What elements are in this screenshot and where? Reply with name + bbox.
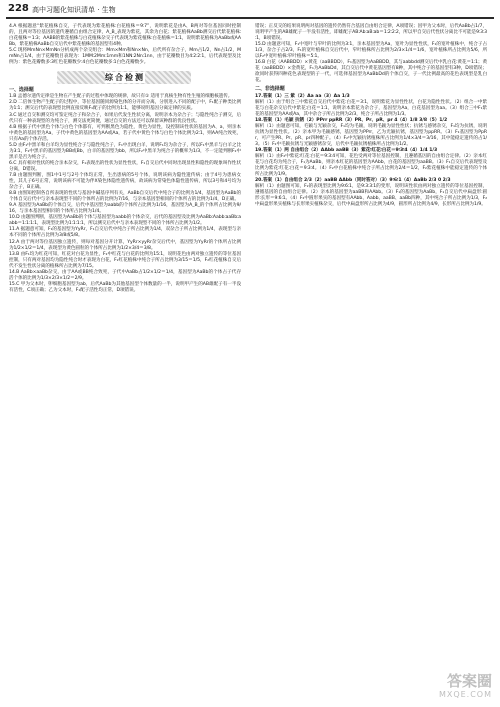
paragraph: 解析（1）由于组合三中紫花自交后代中紫花∶白花＝3∶1，说明紫花为显性性状，白花为隐性性状。（2）组合一中紫花与白花杂交后代中紫花∶白花＝1∶1，说明亲本紫花为杂合子，基因型为Aa，白花基因型为aa。（3）组合三中F₁紫花的基因型为AA或Aa，其中杂合子所占比例为2/3，纯合子所占比例为1/3。: [255, 99, 487, 117]
answer-line: 18.答案（1）毛颖 抗锈（2）PPrr ppRR（3）PR、Pr、pR、pr 4（4）1/8 3/8（5）1/2: [255, 117, 448, 123]
section-heading: 一、选择题: [9, 87, 34, 94]
watermark-url: MXQE.COM: [438, 690, 492, 699]
paragraph: 12.A 由于两对等位基因独立遗传，则每对基因分开计算，YyRr×yyRr杂交后代中，基因型为YyRr的个体所占比例为1/2×1/2＝1/4，表现型为黄色圆粒的个体所占比例为1/2×3/4＝3/8。: [9, 239, 241, 251]
answer-line: 20.答案（1）自由组合 2/3（2）aaBB AAbb（同时答对）（3）9∶6∶1（4）AaBb 2/3 0 2/3: [255, 178, 451, 184]
paragraph: 解析（1）由F₂中紫花∶红花∶白花＝9∶3∶4可知，花色受两对等位基因控制，且遵循基因的自由组合定律。（2）亲本红花与白花均为纯合子，F₁为AaBb，则亲本红花的基因型为AAbb，白花的基因型为aaBB。（3）F₁自交后代表现型及比例为紫花∶红花∶白花＝9∶3∶4。（4）F₂中白花植株中纯合子所占比例为2/4＝1/2，F₂紫花植株中能稳定遗传的个体所占比例为1/9。: [255, 153, 487, 178]
watermark-logo: 答案圈: [446, 672, 492, 690]
paragraph: 1.B 孟德尔遗传定律是生物在产生配子的过程中体现的规律，故只有① 适用于真核生物有性生殖的细胞核遗传。: [9, 94, 233, 100]
section-heading-2: 二、非选择题: [255, 86, 285, 93]
paragraph: 2.D 二倍体生物产生配子的过程中，等位基因随同源染色体的分开而分离，分别进入不同的配子中，F₁配子种类比例为1∶1；测交后代的表现型比例直接反映F₁配子的比例为1∶1，能够说明基因分离定律的实质。: [9, 100, 241, 112]
paragraph: 解析（1）由题图可知，F₂的表现型比例为9∶6∶1，是9∶3∶3∶1的变形，说明该性状由两对独立遗传的等位基因控制，遵循基因的自由组合定律。（2）亲本的基因型为aaBB和AAbb。（3）F₁的基因型为AaBb，F₁自交后代中扁盘形∶圆形∶长形＝9∶6∶1。（4）F₂中圆形果实的基因型有AAbb、Aabb、aaBB、aaBb四种，其中纯合子所占比例为1/3，F₂中扁盘形果实植株与长形果实植株杂交，后代中扁盘形所占比例为4/9，圆形所占比例为4/9，长形所占比例为1/9。: [255, 184, 487, 208]
left-column: [9, 24, 241, 294]
right-column: [255, 24, 487, 208]
paragraph: 13.B 由F₁均为红花可知，红花对白花为显性，F₂中红花与白花的比例为15∶1，说明花色由两对独立遗传的等位基因控制，只有两对基因均为隐性纯合时才表现为白花，F₂红花植株中纯合子所占比例为3/15＝1/5，F₂红花植株自交后代不发生性状分离的植株所占比例为7/15。: [9, 251, 241, 269]
paragraph: 6.C 具有相对性状的纯合亲本杂交，F₁表现出的性状为显性性状，F₁自交后代中同时出现显性和隐性的现象叫作性状分离，D错误。: [9, 160, 241, 172]
section-banner: [9, 71, 241, 84]
site-watermark: [374, 668, 494, 704]
paragraph: 15.D 由题意可知，F₁中宽叶与窄叶的比例为3∶1，亲本基因型为Aa，宽叶为显性性状，F₁的宽叶植株中，纯合子占1/3，杂合子占2/3，F₁的宽叶植株自交后代中，窄叶植株所占比例为2/3×1/4＝1/6，宽叶植株所占比例为5/6，所以F₂中宽叶植株∶窄叶植株＝5∶1。: [255, 42, 487, 60]
answer-line: 17.答案（1）三 紫（2）Aa aa（3）Aa 1/3: [255, 93, 350, 99]
paragraph: 14.B AaBb×aaBb杂交，由于AA或BB纯合致死，子代中AaBb占1/2×1/2＝1/4，基因型为AaBb的个体占子代存活个体的比例为1/3×2/3×1/2＝2/9。: [9, 269, 241, 281]
paragraph: 8.B 由图知控制各自所表现的性状与基因中碱基序列有关，AaBb自交后代中纯合子的比例为1/4，基因型为AaBb的个体自交后代中与亲本表现型不同的个体所占的比例为7/16，与亲本基因型相同的个体所占的比例为1/4，D正确。: [9, 191, 241, 203]
header-rule: [6, 17, 494, 19]
paragraph: 7.B 由题图判断，图1中1号与2号个体均正常，生出患病的5号个体，说明该病为隐性遗传病；由于4号为患病女性，其儿子6号正常，说明该病不可能为伴X染色体隐性遗传病，故该病为常染色体隐性遗传病，所以3号和4号均为杂合子，B正确。: [9, 172, 241, 191]
paragraph: 错误；正反交的结果说明两对基因的遗传仍然符合基因自由组合定律，A项错误；因甲为父本时，后代AaBb占1/7，说明甲产生的AB雄配子一半没有活性，即雄配子AB∶Ab∶aB∶ab＝1∶2∶2∶2，所以甲自交后代性状分离比不可能是9∶3∶3∶1，B项错误。: [255, 24, 487, 42]
page-header: [0, 0, 500, 20]
banner-title: 综合检测: [105, 73, 145, 83]
paragraph: 4.A 根据题意“紫花植株自交，子代表现为紫花植株∶白花植株＝9∶7”，说明紫花是由A、B两对等位基因同时控制的，且两对等位基因的遗传遵循自由组合定律，A_B_表现为紫花，其余为白花；紫花植株AaBb测交后代紫花植株∶白花植株＝1∶3；AABB的紫花植株与白花植株杂交子代表现为紫花植株∶白花植株＝1∶1，说明紫花植株为AaBb或AABb，紫花植株AaBb自交后代中紫花植株的基因型有4种。: [9, 24, 241, 48]
paragraph: 15.C 甲为父本时，卵细胞基因型为ab，后代AaBb为其他基因型个体数量的一半，说明甲产生的AB雄配子有一半没有活性，C项正确；乙为父本时，F₁配子活性均正常，D项错误。: [9, 281, 241, 293]
paragraph: 4.B 根据子代中黑色个体与白色个体都有，可判断黑色为隐性，黄色为显性，设控制该性状的基因为A、a，则亲本中黄色的基因型为Aa，子代中黄色的基因型为AA或Aa，若子代中黄色个体与白色个体比例为2∶1，则AA纯合致死，只有Aa的个体存活。: [9, 124, 241, 142]
paragraph: 3.C 通过自交和测交均可鉴定纯合子和杂合子，如果后代发生性状分离，说明亲本为杂合子；与隐性纯合子测交，后代只有一种表现型的为纯合子，测交法更简便，通过自交的方法还可以保留该种群的优良性状。: [9, 112, 241, 124]
paragraph: 11.A 据题意可知，F₁的基因型为YyRr，F₁自交后代中纯合子所占比例为1/4，双杂合子所占比例为1/4，表现型与亲本不同的个体所占比例为3/8或5/8。: [9, 227, 241, 239]
paragraph: 解析（1）由题意可知，毛颖与光颖杂交，F₁均为毛颖，说明毛颖为显性性状；抗锈与感锈杂交，F₁均为抗锈，说明抗锈为显性性状。（2）亲本甲为毛颖感锈，基因型为PPrr，乙为光颖抗锈，基因型为ppRR。（3）F₁基因型为PpRr，可产生PR、Pr、pR、pr四种配子。（4）F₂中光颖抗锈植株所占比例为1/4×3/4＝3/16，其中能稳定遗传的占1/3。（5）F₂中毛颖抗锈与光颖感锈杂交，后代中毛颖抗锈植株所占比例为1/2。: [255, 123, 487, 147]
header-title: 高中习题化知识清单 · 生物: [32, 6, 116, 14]
paragraph: 16.B 白花（AABBDD）×黄花（aaBBDD），F₁基因型为AaBBDD，其与aabbdd测交后代中乳白花∶黄花＝1∶1；黄花（aaBBDD）×金黄花，F₁为AaBbDd，其自交后代中黄花基因型有8种，其中纯合子的基因型有3种，D项错误；欲同时获得四种花色表现型的子一代，可选择基因型为AaBbDd的个体自交，子一代比例最高的花色表现型是乳白花。: [255, 60, 487, 84]
page-number: 228: [8, 3, 29, 14]
paragraph: 10.D 由题图判断，基因型为AaBb的个体与基因型为aabb的个体杂交，后代的基因型及比例为AaBb∶Aabb∶aaBb∶aabb＝1∶1∶1∶1，表现型比例为1∶1∶1∶1，所以测交后代中与亲本表现型不同的个体所占比例为1/2。: [9, 215, 241, 227]
paragraph: 5.D 由F₁中黑羊和白羊均为显性纯合子与隐性纯合子，F₁中出现白羊，说明F₁均为杂合子，所以F₁中黑羊与白羊之比为3∶1，F₂中黑羊的基因型为BB或Bb，白羊的基因型为bb，所以F₂中黑羊为纯合子的概率为1/3，不一定能判断F₂中黑羊是否为纯合子。: [9, 142, 241, 160]
answer-line: 19.答案（1）两 自由组合（2）AAbb aaBB（3）紫花∶红花∶白花＝9∶3∶4（4）1/4 1/3: [255, 147, 438, 153]
paragraph: 5.C 现将MmNn×MmNn分析成两个杂交组合：Mm×Mm和Nn×Nn，后代所有杂合子，Mm占1/2，Nn占1/2，MmNn占1/4，由于花瓣数目表现为：1MM∶2Mm∶1mm和1NN∶2Nn∶1nn，由于花瓣数目为4∶2∶2∶1，后代表现型及比例为：紫色花瓣数多∶3红色花瓣数少∶4白色花瓣数多∶1白色花瓣数少。: [9, 48, 241, 66]
paragraph: 9.A 基因型为AaBb的个体自交，后代中基因型为aabb的个体所占比例为1/16，基因型为A_B_的个体所占比例为9/16，与亲本基因型相同的个体所占比例为1/4。: [9, 203, 241, 215]
